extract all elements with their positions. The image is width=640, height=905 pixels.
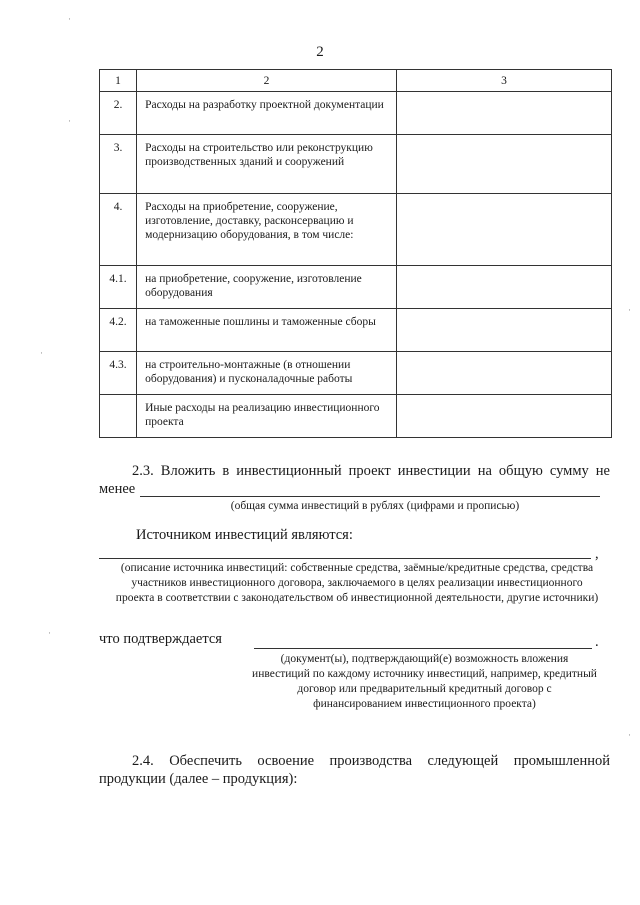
sources-comma: , <box>595 546 599 562</box>
row-value <box>396 395 611 438</box>
table-row <box>100 266 612 309</box>
row-value <box>396 92 611 135</box>
table-row <box>100 352 612 395</box>
scan-mark: · <box>68 116 71 126</box>
row-value <box>396 194 611 266</box>
row-number: 3. <box>100 135 137 194</box>
row-number <box>100 395 137 438</box>
confirmation-line <box>254 648 592 649</box>
sources-caption: (описание источника инвестиций: собственные средства, заёмные/кредитные средства, средства участников инвестиционного договора, заключаемого в целях реализации инвестиционного проекта в соответствии с законодательством об инвестиционной деятельности, другие источники) <box>115 562 599 604</box>
row-number: 4.1. <box>100 266 137 309</box>
sources-heading: Источником инвестиций являются: <box>136 527 353 543</box>
section-2-3-line1: 2.3. Вложить в инвестиционный проект инвестиции на общую сумму не <box>132 463 610 479</box>
row-value <box>396 352 611 395</box>
row-description: Расходы на приобретение, сооружение, изготовление, доставку, расконсервацию и модернизацию оборудования, в том числе: <box>137 194 397 266</box>
row-value <box>396 135 611 194</box>
table-row <box>100 309 612 352</box>
row-number: 4.3. <box>100 352 137 395</box>
investment-sum-line <box>140 496 600 497</box>
table-header-cell: 3 <box>396 70 611 92</box>
table-header-cell: 2 <box>137 70 397 92</box>
row-value <box>396 309 611 352</box>
row-number: 4. <box>100 194 137 266</box>
scan-mark: · <box>48 628 51 638</box>
row-description: Расходы на разработку проектной документации <box>137 92 397 135</box>
row-description: Расходы на строительство или реконструкцию производственных зданий и сооружений <box>137 135 397 194</box>
table-row <box>100 135 612 194</box>
row-description: на строительно-монтажные (в отношении оборудования) и пусконаладочные работы <box>137 352 397 395</box>
section-2-4-line1: 2.4. Обеспечить освоение производства следующей промышленной <box>132 753 610 769</box>
sources-line <box>99 558 591 559</box>
investment-sum-caption: (общая сумма инвестиций в рублях (цифрами и прописью) <box>230 500 520 512</box>
confirmation-caption: (документ(ы), подтверждающий(е) возможность вложения инвестиций по каждому источнику инвестиций, например, кредитный договор или предварительный кредитный договор с финансированием инвестиционного проекта) <box>252 653 597 710</box>
confirmation-dot: . <box>595 634 599 650</box>
table-header-cell: 1 <box>100 70 137 92</box>
row-description: на приобретение, сооружение, изготовление оборудования <box>137 266 397 309</box>
table-header-row <box>100 70 612 92</box>
row-description: на таможенные пошлины и таможенные сборы <box>137 309 397 352</box>
expense-table <box>99 69 612 438</box>
row-value <box>396 266 611 309</box>
scan-mark: · <box>628 305 631 315</box>
table-row <box>100 92 612 135</box>
row-number: 4.2. <box>100 309 137 352</box>
page-number: 2 <box>316 44 324 60</box>
row-number: 2. <box>100 92 137 135</box>
table-row <box>100 194 612 266</box>
section-2-4-line2: продукции (далее – продукция): <box>99 771 298 787</box>
scan-mark: · <box>628 730 631 740</box>
confirmation-label: что подтверждается <box>99 631 222 647</box>
scan-mark: · <box>40 348 43 358</box>
section-2-3-prefix: менее <box>99 481 136 497</box>
table-row <box>100 395 612 438</box>
scan-mark: · <box>68 14 71 24</box>
row-description: Иные расходы на реализацию инвестиционного проекта <box>137 395 397 438</box>
